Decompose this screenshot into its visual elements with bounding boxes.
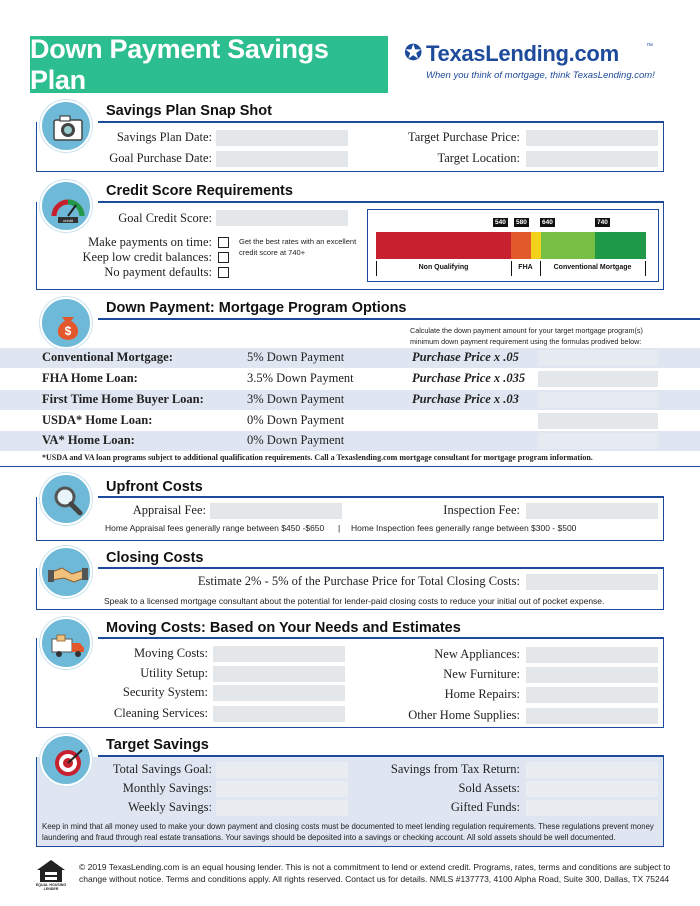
goal-purchase-date-field[interactable] [216,151,348,167]
zone-label-conventional: Conventional Mortgage [553,264,632,271]
check-label-payments: Make payments on time: [88,235,212,249]
total-savings-goal-field[interactable] [216,762,348,778]
logo-text: TexasLending.com [426,41,619,66]
no-defaults-checkbox[interactable] [218,267,229,278]
program-name: VA* Home Loan: [42,433,135,447]
goal-purchase-date-label: Goal Purchase Date: [109,151,212,165]
target-purchase-price-field[interactable] [526,130,658,146]
target-location-field[interactable] [526,151,658,167]
goal-credit-score-field[interactable] [216,210,348,226]
low-balances-checkbox[interactable] [218,252,229,263]
table-row [0,348,700,368]
utility-setup-label: Utility Setup: [140,666,208,680]
logo-tagline: When you think of mortgage, think TexasLending.com! [426,70,655,81]
security-system-field[interactable] [213,685,345,701]
home-repairs-label: Home Repairs: [444,687,520,701]
monthly-savings-field[interactable] [216,781,348,797]
logo-trademark: ™ [646,43,653,50]
program-formula: Purchase Price x .035 [412,371,526,385]
inspection-note: Home Inspection fees generally range between $300 - $500 [351,523,577,533]
program-percent: 0% Down Payment [247,413,345,427]
appraisal-fee-field[interactable] [210,503,342,519]
table-row [0,369,700,389]
texaslending-logo[interactable] [404,41,666,87]
home-repairs-field[interactable] [526,687,658,703]
program-name: Conventional Mortgage: [42,350,173,364]
savings-plan-date-label: Savings Plan Date: [116,130,212,144]
closing-costs-field[interactable] [526,574,658,590]
program-formula: Purchase Price x .05 [412,350,519,364]
utility-setup-field[interactable] [213,666,345,682]
other-supplies-label: Other Home Supplies: [408,708,520,722]
moving-truck-icon [40,617,92,669]
score-flag-640: 640 [542,219,553,226]
note-divider: | [338,523,341,533]
tax-return-label: Savings from Tax Return: [390,762,520,776]
other-supplies-field[interactable] [526,708,658,724]
check-label-balances: Keep low credit balances: [82,250,212,264]
score-flag-540: 540 [495,219,506,226]
equal-housing-lender-text: EQUAL HOUSING LENDER [35,883,67,891]
program-percent: 3% Down Payment [247,392,345,406]
handshake-icon [40,546,92,598]
svg-text:$: $ [64,324,72,338]
down-payment-title: Down Payment: Mortgage Program Options [106,300,407,316]
weekly-savings-field[interactable] [216,800,348,816]
target-title: Target Savings [106,737,209,753]
score-flag-580: 580 [516,219,527,226]
money-bag-icon [40,297,92,349]
cleaning-services-field[interactable] [213,706,345,722]
score-segment-green [595,232,646,259]
program-percent: 5% Down Payment [247,350,345,364]
gifted-funds-label: Gifted Funds: [450,800,520,814]
program-name: USDA* Home Loan: [42,413,153,427]
zone-label-non-qualifying: Non Qualifying [418,264,469,271]
down-payment-instructions: Calculate the down payment amount for your target mortgage program(s) minimum down payment requirement using the formulas prodived below: [410,326,643,346]
sold-assets-field[interactable] [526,781,658,797]
footer-disclaimer: © 2019 TexasLending.com is an equal housing lender. This is not a commitment to lend or extend credit. Programs, rates, terms and conditions are subject to change without notice. Terms and conditions apply. All rights reserved. Contact us for details. NMLS #137773, 4100 Alpha Road, Suite 300, Dallas, TX 75244 [79,862,671,884]
down-payment-footnote: *USDA and VA loan programs subject to additional qualification requirements. Call a Texaslending.com mortgage consultant for mortgage program information. [42,453,593,462]
moving-costs-label: Moving Costs: [134,646,208,660]
gauge-word: credit [63,218,73,223]
section-rule [98,318,700,320]
new-appliances-field[interactable] [526,647,658,663]
moving-title: Moving Costs: Based on Your Needs and Estimates [106,620,461,636]
closing-estimate-label: Estimate 2% - 5% of the Purchase Price for Total Closing Costs: [197,574,520,588]
target-purchase-price-label: Target Purchase Price: [407,130,520,144]
appraisal-note: Home Appraisal fees generally range between $450 -$650 [105,523,325,533]
goal-credit-score-label: Goal Credit Score: [118,211,212,225]
tax-return-field[interactable] [526,762,658,778]
program-percent: 3.5% Down Payment [247,371,354,385]
best-rates-note: Get the best rates with an excellent credit score at 740+ [239,237,357,257]
new-furniture-label: New Furniture: [443,667,520,681]
new-appliances-label: New Appliances: [434,647,520,661]
appraisal-fee-label: Appraisal Fee: [132,503,206,517]
down-payment-field[interactable] [538,350,658,366]
target-note: Keep in mind that all money used to make your down payment and closing costs must be documented to meet lending regulation requirements. These regulations prevent money laundering and fraud through real estate transations. Your savings should be deposited into a savings or checking account. All sold assets should be well documented. [42,822,654,842]
target-icon [40,734,92,786]
gifted-funds-field[interactable] [526,800,658,816]
program-formula: Purchase Price x .03 [412,392,519,406]
page-title: Down Payment Savings Plan [30,36,388,93]
snapshot-title: Savings Plan Snap Shot [106,103,272,119]
zone-label-fha: FHA [518,264,533,271]
payments-on-time-checkbox[interactable] [218,237,229,248]
footnote-row [0,451,700,467]
score-segment-yellow [531,232,541,259]
table-row [0,431,700,451]
star-icon: ✪ [404,40,423,65]
down-payment-field[interactable] [538,392,658,408]
new-furniture-field[interactable] [526,667,658,683]
credit-title: Credit Score Requirements [106,183,293,199]
score-segment-light-green [541,232,595,259]
program-name: First Time Home Buyer Loan: [42,392,204,406]
score-segment-red [376,232,511,259]
monthly-savings-label: Monthly Savings: [122,781,212,795]
program-name: FHA Home Loan: [42,371,138,385]
score-flag-740: 740 [597,219,608,226]
inspection-fee-label: Inspection Fee: [443,503,520,517]
score-segment-orange [511,232,531,259]
credit-score-chart [367,209,659,282]
closing-note: Speak to a licensed mortgage consultant about the potential for lender-paid closing costs to reduce your initial out of pocket expense. [104,596,605,606]
upfront-title: Upfront Costs [106,479,203,495]
down-payment-field[interactable] [538,371,658,387]
down-payment-field[interactable] [538,413,658,429]
down-payment-field[interactable] [538,433,658,449]
target-location-label: Target Location: [437,151,520,165]
moving-costs-field[interactable] [213,646,345,662]
equal-housing-lender-logo [35,858,67,892]
table-row [0,411,700,431]
program-percent: 0% Down Payment [247,433,345,447]
closing-title: Closing Costs [106,550,204,566]
savings-plan-date-field[interactable] [216,130,348,146]
inspection-fee-field[interactable] [526,503,658,519]
table-row [0,390,700,410]
security-system-label: Security System: [122,685,208,699]
cleaning-services-label: Cleaning Services: [113,706,208,720]
weekly-savings-label: Weekly Savings: [127,800,212,814]
check-label-defaults: No payment defaults: [104,265,212,279]
zone-tick [645,261,646,276]
total-savings-goal-label: Total Savings Goal: [112,762,212,776]
sold-assets-label: Sold Assets: [458,781,520,795]
